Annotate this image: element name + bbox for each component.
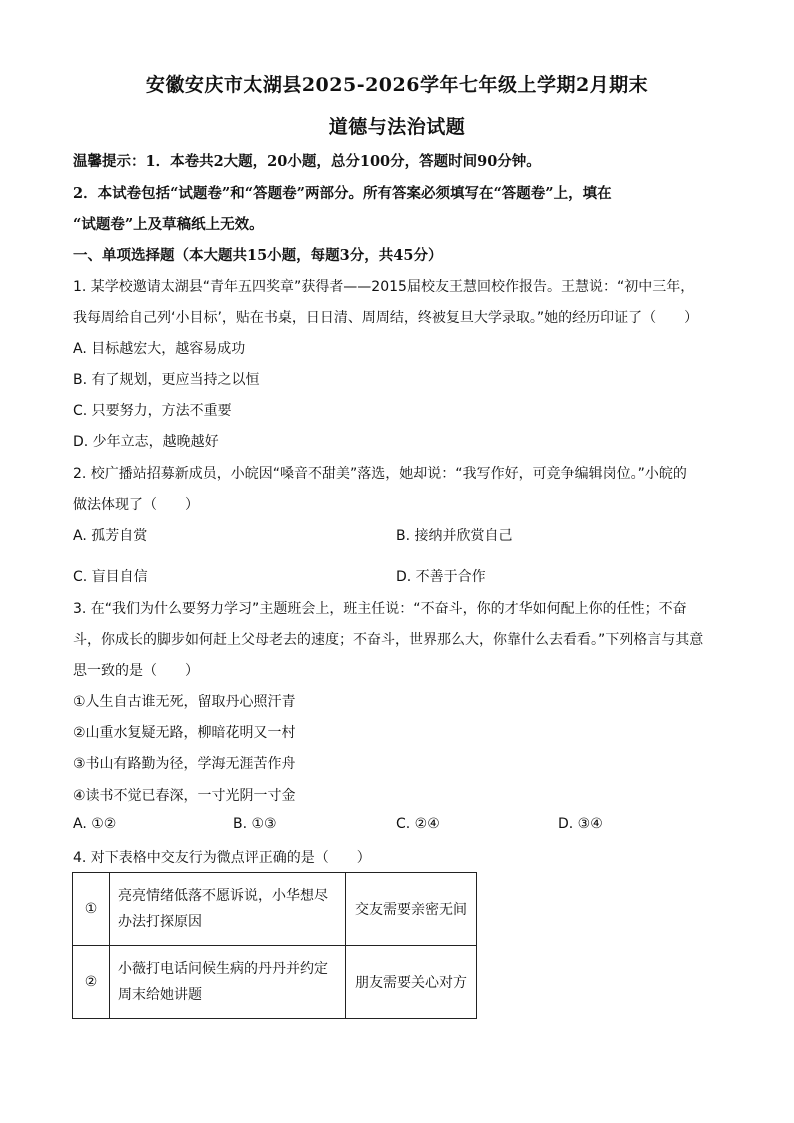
table-cell-eval: 朋友需要关心对方	[346, 946, 477, 1019]
section-heading: 一、单项选择题（本大题共15小题，每题3分，共45分）	[73, 247, 443, 264]
table-cell-num: ①	[73, 873, 110, 946]
q2-stem-line-2: 做法体现了（ ）	[73, 497, 199, 513]
table-cell-desc: 亮亮情绪低落不愿诉说，小华想尽办法打探原因	[110, 873, 346, 946]
table-cell-num: ②	[73, 946, 110, 1019]
q1-stem-line-1: 1. 某学校邀请太湖县“青年五四奖章”获得者——2015届校友王慧回校作报告。王慧说：“初中三年，	[73, 279, 695, 295]
q3-stem-line-3: 思一致的是（ ）	[73, 663, 199, 679]
q2-option-c: C. 盲目自信	[73, 569, 148, 585]
notice-line-3: “试题卷”上及草稿纸上无效。	[73, 216, 264, 233]
table-cell-desc: 小薇打电话问候生病的丹丹并约定周末给她讲题	[110, 946, 346, 1019]
q3-stem-line-1: 3. 在“我们为什么要努力学习”主题班会上，班主任说：“不奋斗，你的才华如何配上你的任性；不奋	[73, 601, 687, 617]
q3-item-1: ①人生自古谁无死，留取丹心照汗青	[73, 694, 296, 710]
q3-option-a: A. ①②	[73, 816, 117, 832]
q3-option-d: D. ③④	[558, 816, 603, 832]
table-cell-eval: 交友需要亲密无间	[346, 873, 477, 946]
q2-option-d: D. 不善于合作	[396, 569, 486, 585]
exam-subtitle: 道德与法治试题	[328, 116, 466, 138]
q2-stem-line-1: 2. 校广播站招募新成员，小皖因“嗓音不甜美”落选，她却说：“我写作好，可竞争编辑岗位。”小皖的	[73, 466, 687, 482]
q1-option-d: D. 少年立志，越晚越好	[73, 434, 219, 450]
q3-option-c: C. ②④	[396, 816, 440, 832]
q3-item-2: ②山重水复疑无路，柳暗花明又一村	[73, 725, 296, 741]
q4-stem: 4. 对下表格中交友行为微点评正确的是（ ）	[73, 850, 371, 866]
table-row	[73, 946, 477, 1019]
q1-option-a: A. 目标越宏大，越容易成功	[73, 341, 246, 357]
q1-option-b: B. 有了规划，更应当持之以恒	[73, 372, 260, 388]
notice-line-2: 2．本试卷包括“试题卷”和“答题卷”两部分。所有答案必须填写在“答题卷”上，填在	[73, 185, 612, 202]
q4-table	[72, 872, 477, 1019]
q3-stem-line-2: 斗，你成长的脚步如何赶上父母老去的速度；不奋斗，世界那么大，你靠什么去看看。”下列格言与其意	[73, 632, 704, 648]
q3-item-3: ③书山有路勤为径，学海无涯苦作舟	[73, 756, 296, 772]
notice-line-1: 温馨提示：1．本卷共2大题，20小题，总分100分，答题时间90分钟。	[73, 153, 541, 170]
q2-option-a: A. 孤芳自赏	[73, 528, 148, 544]
table-row	[73, 873, 477, 946]
q1-option-c: C. 只要努力，方法不重要	[73, 403, 232, 419]
q3-option-b: B. ①③	[233, 816, 277, 832]
q2-option-b: B. 接纳并欣赏自己	[396, 528, 513, 544]
q1-stem-line-2: 我每周给自己列‘小目标’，贴在书桌，日日清、周周结，终被复旦大学录取。”她的经历印证了（ ）	[73, 310, 699, 326]
exam-title: 安徽安庆市太湖县2025-2026学年七年级上学期2月期末	[145, 74, 649, 96]
q3-item-4: ④读书不觉已春深，一寸光阴一寸金	[73, 788, 296, 804]
